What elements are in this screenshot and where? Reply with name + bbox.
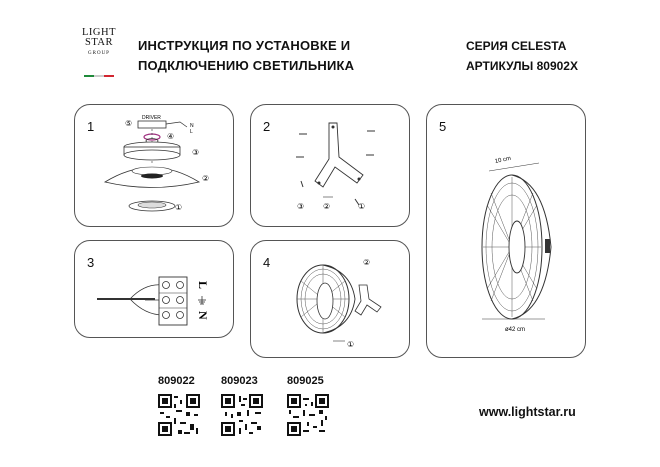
step2-marker: ② [323,202,331,211]
depth-label: 10 cm [494,155,512,166]
lamp-side-view [297,265,355,333]
step4-marker: ④ [167,132,175,141]
logo-line-1: LIGHT [82,27,116,38]
step-panel-2 [250,104,410,227]
mounting-bracket [315,123,363,187]
step-number: 3 [87,255,95,270]
step3-marker: ③ [297,202,305,211]
diameter-label: ø42 cm [505,327,526,333]
step-number: 5 [439,119,447,134]
step-4-diagram [251,241,411,359]
step-number: 2 [263,119,271,134]
website-url[interactable]: www.lightstar.ru [479,405,576,419]
logo-line-3: GROUP [88,51,110,56]
article-code-3: 809025 [287,375,324,387]
step-3-diagram [75,241,235,339]
step-1-diagram [75,105,235,228]
title-line-1: ИНСТРУКЦИЯ ПО УСТАНОВКЕ И [138,38,351,53]
shade-hole [141,174,163,179]
page-title [138,36,354,76]
n-terminal-label: N [196,311,210,320]
step-number: 4 [263,255,271,270]
n-label: N [190,123,194,129]
mount-ring-bottom [124,150,180,160]
series-name: СЕРИЯ CELESTA [466,39,567,53]
article-code-1: 809022 [158,375,195,387]
step-panel-3 [74,240,234,338]
step-number: 1 [87,119,95,134]
lamp-3d-view [482,175,551,319]
step-panel-5 [426,104,586,358]
wire-l [130,285,163,299]
step-5-diagram [427,105,587,359]
step1-marker: ① [347,340,355,349]
wire-n [130,299,163,315]
wall-mount [545,239,550,253]
article-numbers: АРТИКУЛЫ 80902X [466,59,578,73]
step5-marker: ⑤ [125,119,133,128]
step2-marker: ② [202,174,210,183]
qr-code-1 [158,394,200,436]
bracket [355,285,381,315]
step-2-diagram [251,105,411,228]
qr-code-3 [287,394,329,436]
diffuser-inner [138,202,166,208]
driver-box [138,121,166,128]
step1-marker: ① [175,203,183,212]
series-info [466,36,578,76]
driver-wire [166,122,187,127]
step2-marker: ② [363,258,371,267]
step3-marker: ③ [192,148,200,157]
logo-line-2: STAR [85,37,113,48]
driver-label: DRIVER [142,115,161,121]
title-line-2: ПОДКЛЮЧЕНИЮ СВЕТИЛЬНИКА [138,58,355,73]
italian-flag-stripe [84,75,114,77]
brand-logo [80,28,118,78]
l-label: L [190,129,193,135]
ground-symbol [198,296,206,304]
step-panel-4 [250,240,410,358]
article-code-2: 809023 [221,375,258,387]
step-panel-1 [74,104,234,227]
qr-code-2 [221,394,263,436]
step1-marker: ① [358,202,366,211]
l-terminal-label: L [196,281,210,290]
